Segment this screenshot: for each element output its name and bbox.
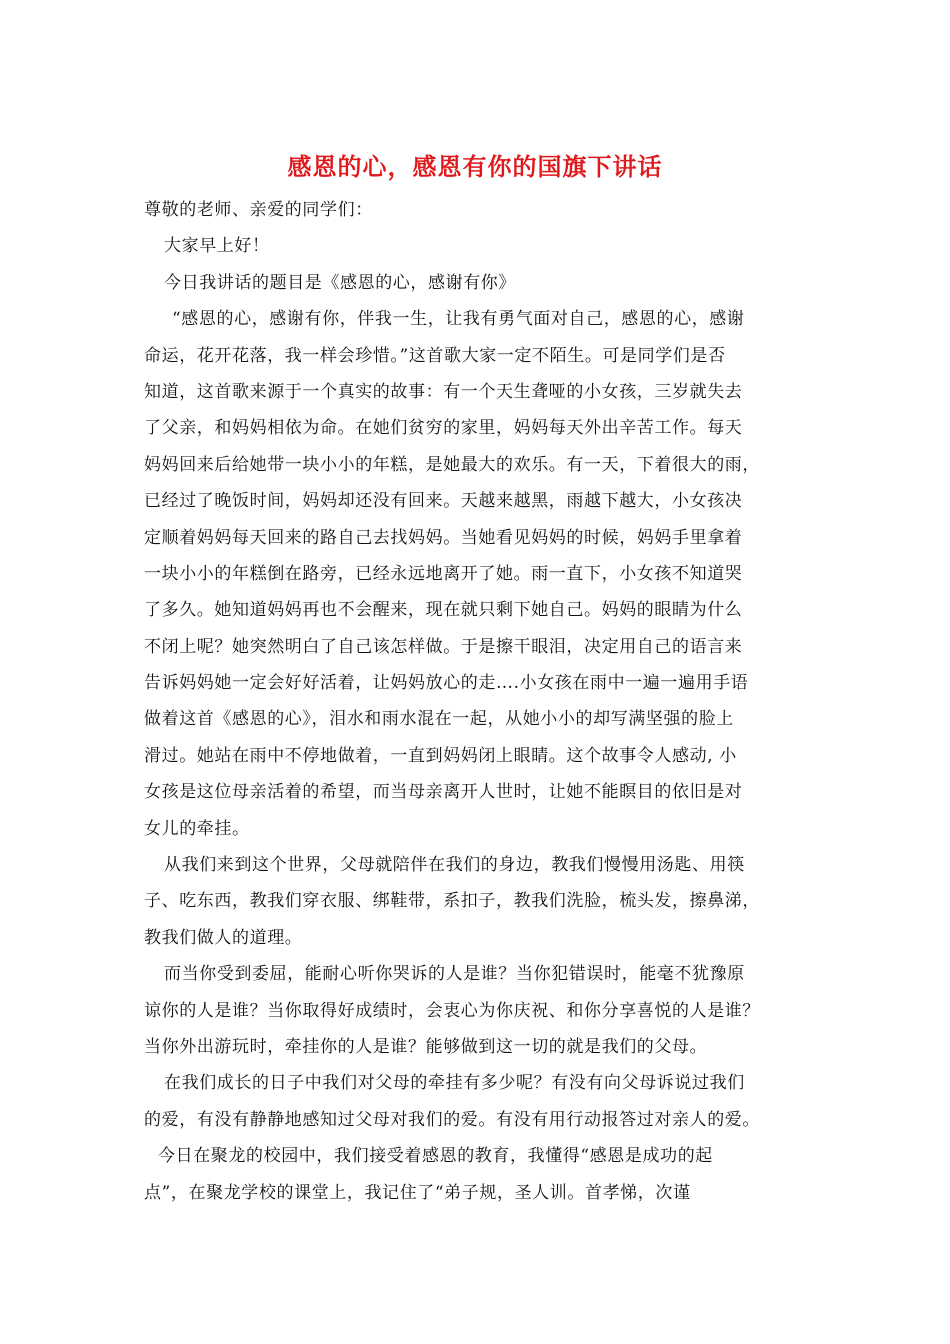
paragraph-line: 告诉妈妈她一定会好好活着，让妈妈放心的走….小女孩在雨中一遍一遍用手语	[144, 673, 749, 694]
paragraph-line: 了多久。她知道妈妈再也不会醒来，现在就只剩下她自己。妈妈的眼睛为什么	[144, 600, 743, 621]
paragraph-line: 子、吃东西，教我们穿衣服、绑鞋带，系扣子，教我们洗脸，梳头发，擦鼻涕，	[144, 891, 760, 912]
paragraph-line: 从我们来到这个世界，父母就陪伴在我们的身边，教我们慢慢用汤匙、用筷	[164, 855, 745, 876]
paragraph-line: 谅你的人是谁？当你取得好成绩时，会衷心为你庆祝、和你分享喜悦的人是谁？	[144, 1000, 760, 1021]
paragraph-line: 的爱，有没有静静地感知过父母对我们的爱。有没有用行动报答过对亲人的爱。	[144, 1109, 760, 1130]
paragraph-line: “感恩的心，感谢有你，伴我一生，让我有勇气面对自己，感恩的心，感谢	[172, 309, 745, 330]
document-body	[144, 192, 810, 1211]
paragraph-line: 知道，这首歌来源于一个真实的故事：有一个天生聋哑的小女孩，三岁就失去	[144, 381, 743, 402]
paragraph-line: 在我们成长的日子中我们对父母的牵挂有多少呢？有没有向父母诉说过我们	[164, 1073, 745, 1094]
paragraph-line: 女孩是这位母亲活着的希望，而当母亲离开人世时，让她不能瞑目的依旧是对	[144, 782, 743, 803]
salutation-line: 尊敬的老师、亲爱的同学们：	[144, 200, 373, 220]
paragraph-line: 滑过。她站在雨中不停地做着，一直到妈妈闭上眼睛。这个故事令人感动, 小	[144, 745, 737, 766]
paragraph-line: 教我们做人的道理。	[144, 927, 303, 948]
paragraph-line: 今日在聚龙的校园中，我们接受着感恩的教育，我懂得“感恩是成功的起	[158, 1146, 713, 1167]
paragraph-line: 点”，在聚龙学校的课堂上，我记住了“弟子规，圣人训。首孝悌，次谨	[144, 1182, 691, 1203]
paragraph-line: 了父亲，和妈妈相依为命。在她们贫穷的家里，妈妈每天外出辛苦工作。每天	[144, 418, 743, 439]
document-title: 感恩的心，感恩有你的国旗下讲话	[287, 153, 663, 181]
paragraph-line: 一块小小的年糕倒在路旁，已经永远地离开了她。雨一直下，小女孩不知道哭	[144, 563, 743, 584]
paragraph-line: 已经过了晚饭时间，妈妈却还没有回来。天越来越黑，雨越下越大，小女孩决	[144, 491, 743, 512]
paragraph-line: 而当你受到委屈，能耐心听你哭诉的人是谁？当你犯错误时，能毫不犹豫原	[164, 964, 745, 985]
paragraph-line: 当你外出游玩时，牵挂你的人是谁？能够做到这一切的就是我们的父母。	[144, 1036, 708, 1057]
paragraph-line: 命运，花开花落，我一样会珍惜。”这首歌大家一定不陌生。可是同学们是否	[144, 345, 726, 366]
topic-line: 今日我讲话的题目是《感恩的心，感谢有你》	[164, 272, 516, 293]
paragraph-line: 不闭上呢？她突然明白了自己该怎样做。于是擦干眼泪，决定用自己的语言来	[144, 636, 743, 657]
greeting-line: 大家早上好！	[164, 236, 270, 257]
paragraph-line: 女儿的牵挂。	[144, 818, 250, 839]
paragraph-line: 定顺着妈妈每天回来的路自己去找妈妈。当她看见妈妈的时候，妈妈手里拿着	[144, 527, 743, 548]
paragraph-line: 做着这首《感恩的心》，泪水和雨水混在一起，从她小小的却写满坚强的脸上	[144, 709, 734, 730]
paragraph-line: 妈妈回来后给她带一块小小的年糕，是她最大的欢乐。有一天，下着很大的雨，	[144, 454, 760, 475]
